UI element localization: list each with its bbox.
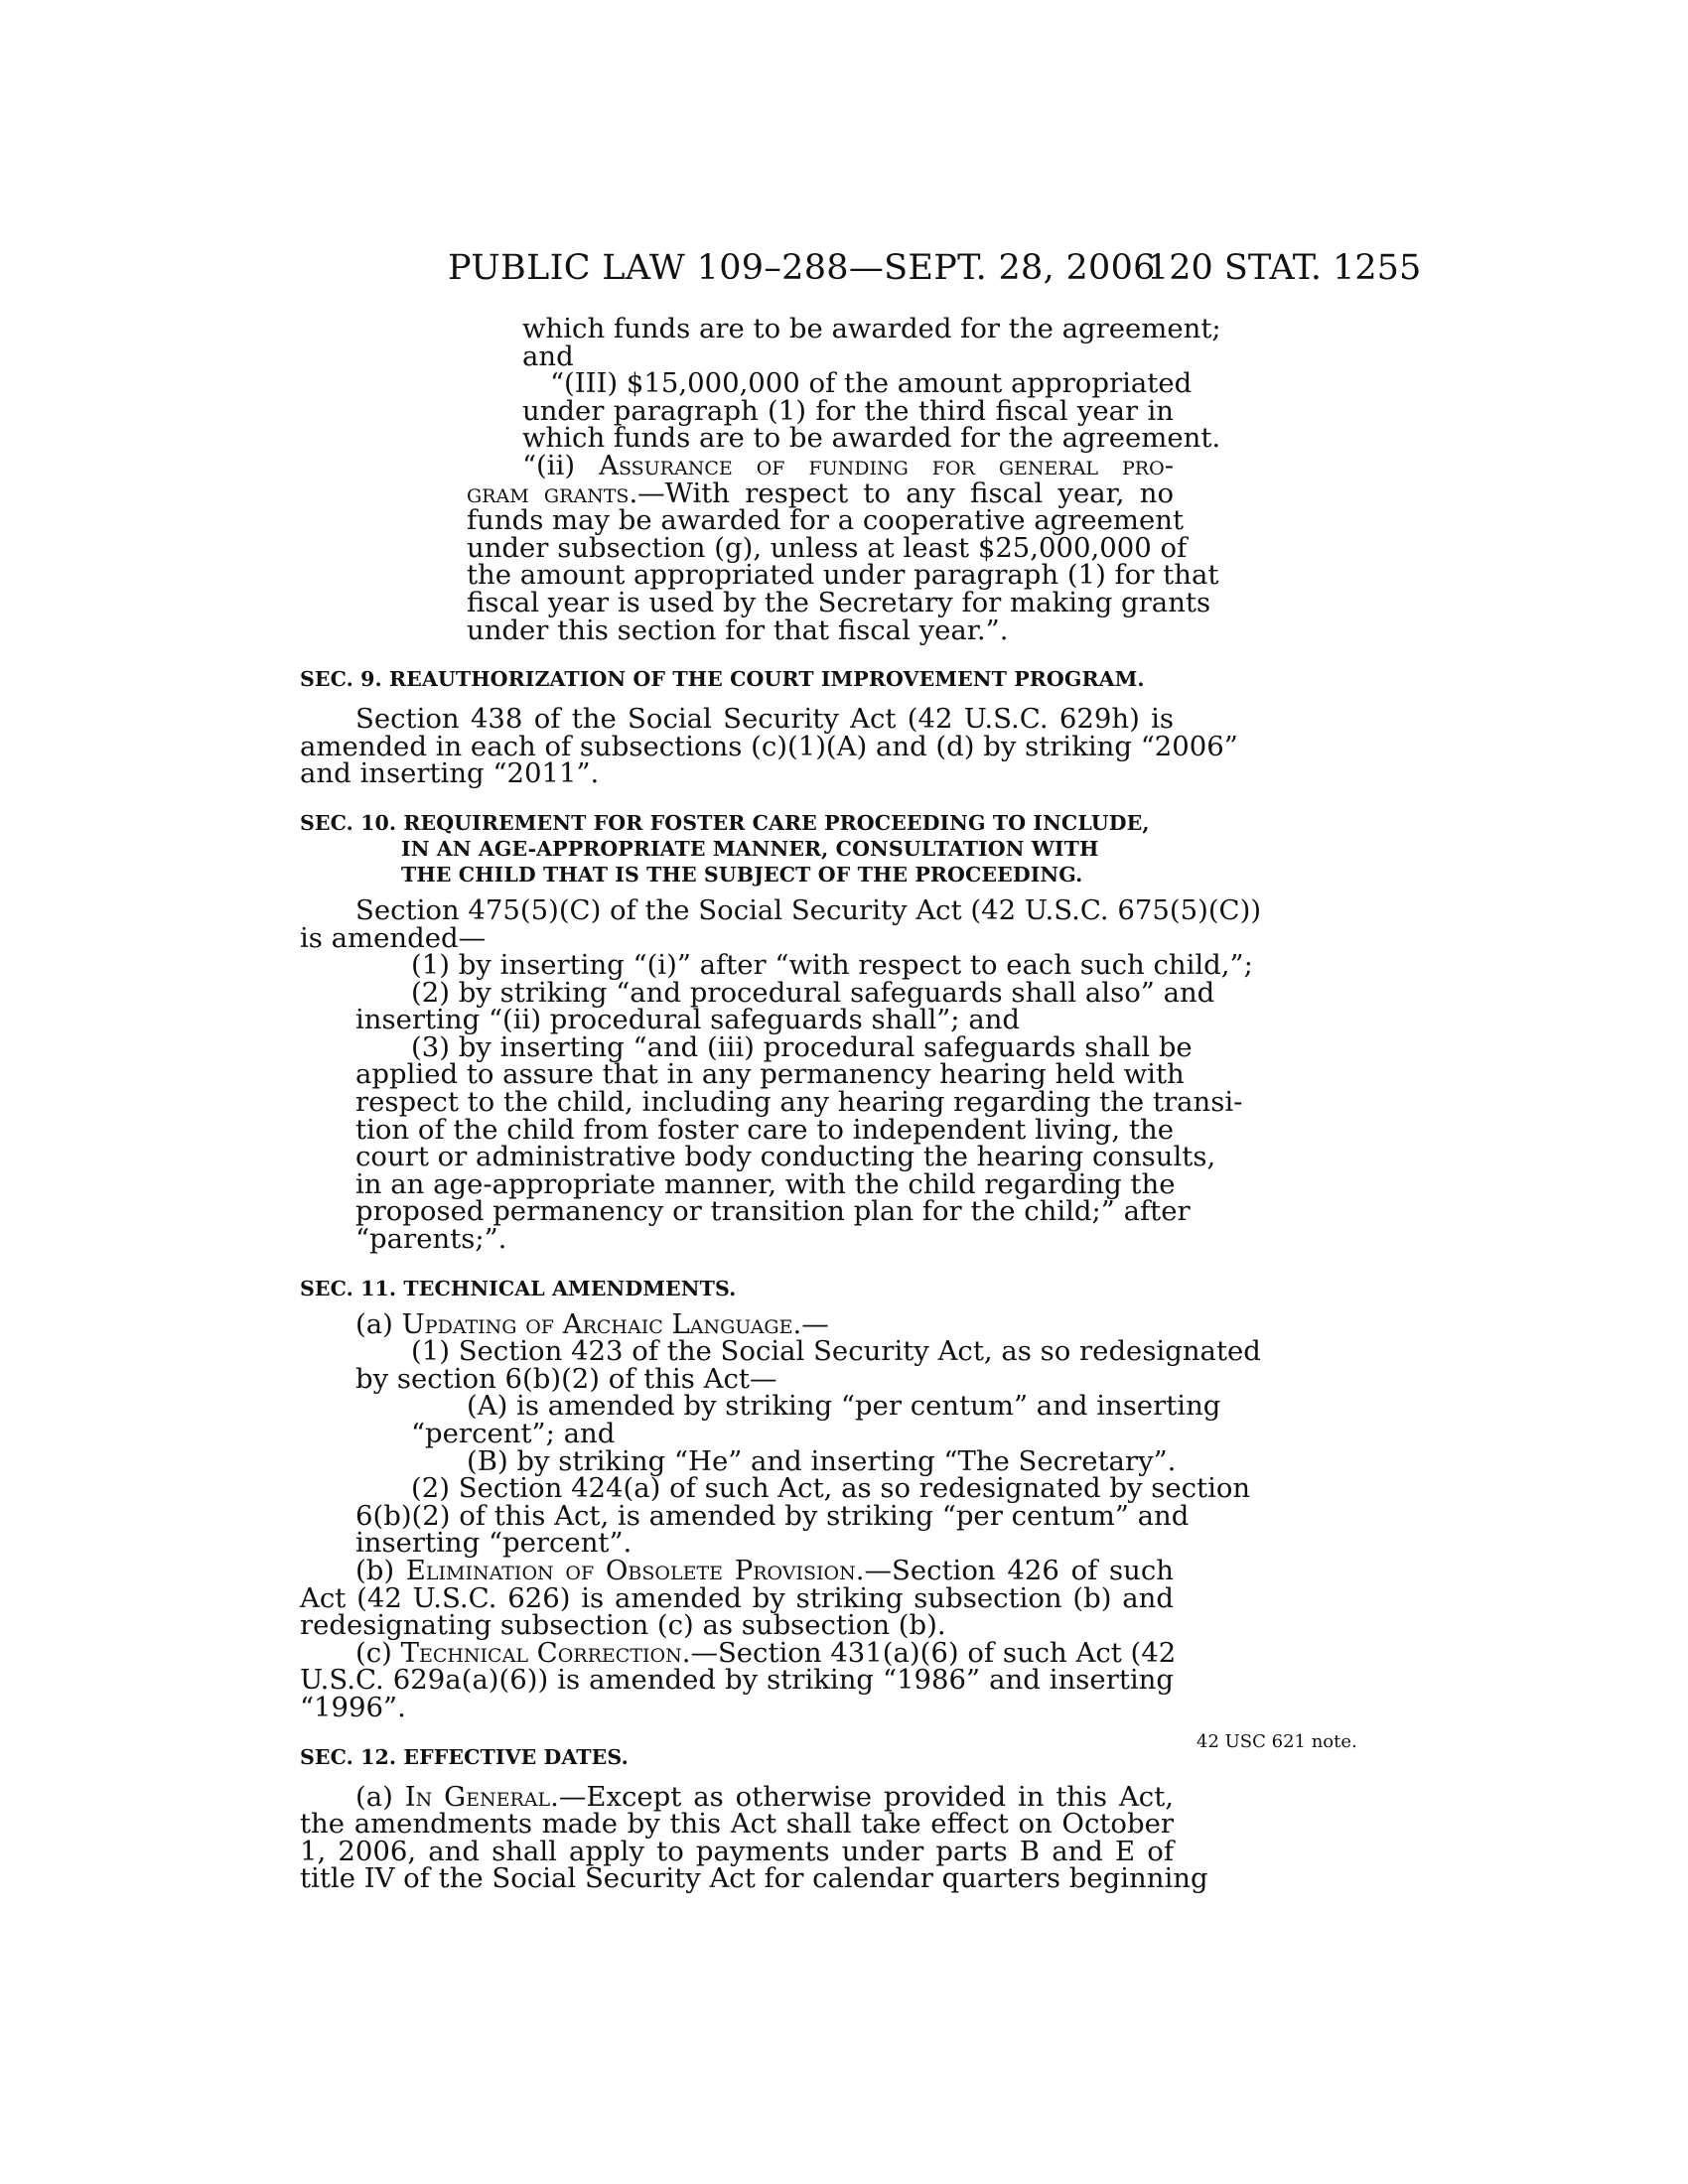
continued-subclause	[522, 313, 1221, 372]
text-line	[467, 449, 1174, 481]
text-line: which funds are to be awarded for the agreement.	[522, 422, 1221, 455]
text-line: (1) by inserting “(i)” after “with respect to each such child,”;	[411, 949, 1253, 982]
text-line: which funds are to be awarded for the agreement;	[522, 313, 1221, 344]
subsection-label: (a)	[355, 1780, 405, 1813]
section-12-heading: SEC. 12. EFFECTIVE DATES.	[300, 1744, 629, 1769]
subsection-text: .—Section 431(a)(6) of such Act (42	[681, 1636, 1177, 1669]
text-line	[300, 1554, 1174, 1586]
text-line: the amendments made by this Act shall take effect on October	[300, 1808, 1174, 1841]
text-line: (2) Section 424(a) of such Act, as so redesignated by section	[411, 1472, 1251, 1505]
section-9-heading: SEC. 9. REAUTHORIZATION OF THE COURT IMPROVEMENT PROGRAM.	[300, 667, 1145, 692]
text-line: redesignating subsection (c) as subsection (b).	[300, 1609, 946, 1642]
subsection-text: .—Section 426 of such	[855, 1554, 1174, 1586]
heading-line: THE CHILD THAT IS THE SUBJECT OF THE PROCEEDING.	[401, 862, 1083, 887]
text-line: the amount appropriated under paragraph (1) for that	[467, 559, 1219, 592]
text-line: Act (42 U.S.C. 626) is amended by striking subsection (b) and	[300, 1581, 1174, 1614]
text-line: 1, 2006, and shall apply to payments under parts B and E of	[300, 1835, 1174, 1867]
text-line: and inserting “2011”.	[300, 757, 600, 790]
text-line	[467, 477, 1175, 509]
text-line: U.S.C. 629a(a)(6)) is amended by striking “1986” and inserting	[300, 1664, 1174, 1697]
subsection-text: .—Except as otherwise provided in this Act,	[550, 1780, 1174, 1813]
clause-heading: Assurance of funding for general pro-	[599, 449, 1174, 481]
clause-heading: gram grants	[467, 477, 630, 509]
subsection-label: (a)	[355, 1307, 402, 1340]
text-line: (1) Section 423 of the Social Security Act, as so redesignated	[411, 1335, 1261, 1368]
text-line: “1996”.	[300, 1691, 406, 1723]
subsection-dash: .—	[792, 1307, 829, 1340]
text-line: “(III) $15,000,000 of the amount appropriated	[550, 367, 1193, 400]
text-line: is amended—	[300, 921, 487, 954]
text-line: inserting “percent”.	[355, 1527, 633, 1560]
text-line: in an age-appropriate manner, with the child regarding the	[355, 1167, 1176, 1200]
section-10-heading	[300, 810, 1174, 887]
clause-text: .—With respect to any fiscal year, no	[629, 477, 1175, 509]
text-line: (B) by striking “He” and inserting “The Secretary”.	[467, 1444, 1177, 1477]
section-9-body	[300, 703, 1238, 790]
text-line: and	[522, 340, 574, 372]
subsection-heading: In General	[404, 1780, 551, 1813]
text-line: fiscal year is used by the Secretary for making grants	[467, 586, 1211, 618]
section-11-heading: SEC. 11. TECHNICAL AMENDMENTS.	[300, 1276, 737, 1300]
subsection-heading: Elimination of Obsolete Provision	[405, 1554, 856, 1586]
text-line: inserting “(ii) procedural safeguards shall”; and	[355, 1004, 1021, 1036]
running-head-page: 120 STAT. 1255	[1147, 248, 1422, 288]
text-line: funds may be awarded for a cooperative agreement	[467, 504, 1185, 537]
text-line: by section 6(b)(2) of this Act—	[355, 1362, 777, 1395]
text-line: Section 475(5)(C) of the Social Security Act (42 U.S.C. 675(5)(C))	[355, 893, 1262, 926]
subsection-label: (b)	[355, 1554, 406, 1586]
text-line: applied to assure that in any permanency hearing held with	[355, 1058, 1185, 1091]
text-line: (A) is amended by striking “per centum” and inserting	[467, 1390, 1221, 1423]
heading-line: SEC. 10. REQUIREMENT FOR FOSTER CARE PROCEEDING TO INCLUDE,	[300, 810, 1150, 835]
text-line: “parents;”.	[355, 1223, 507, 1256]
text-line	[300, 1636, 1177, 1669]
clause-number: “(ii)	[522, 449, 600, 481]
subsection-heading: Technical Correction	[400, 1636, 682, 1669]
margin-note: 42 USC 621 note.	[1196, 1731, 1357, 1752]
text-line	[300, 1780, 1174, 1813]
text-line: title IV of the Social Security Act for calendar quarters beginning	[300, 1862, 1208, 1895]
heading-line: IN AN AGE-APPROPRIATE MANNER, CONSULTATION WITH	[401, 836, 1099, 861]
subsection-heading: Updating of Archaic Language	[401, 1307, 793, 1340]
text-line: amended in each of subsections (c)(1)(A) and (d) by striking “2006”	[300, 730, 1238, 762]
clause-ii	[467, 449, 1219, 646]
subsection-label: (c)	[355, 1636, 401, 1669]
running-head-title: PUBLIC LAW 109–288—SEPT. 28, 2006	[448, 248, 1156, 288]
text-line: (2) by striking “and procedural safeguards shall also” and	[411, 976, 1215, 1009]
section-11-body	[300, 1307, 1261, 1723]
subclause-iii	[522, 367, 1221, 455]
text-line: tion of the child from foster care to independent living, the	[355, 1113, 1174, 1146]
section-12-body	[300, 1780, 1208, 1895]
text-line	[300, 1307, 1174, 1340]
text-line: under subsection (g), unless at least $25,000,000 of	[467, 531, 1188, 564]
text-line: under paragraph (1) for the third fiscal year in	[522, 394, 1174, 427]
section-10-body	[300, 893, 1262, 1256]
page-body	[300, 313, 1262, 1895]
text-line: court or administrative body conducting the hearing consults,	[355, 1141, 1216, 1173]
text-line: (3) by inserting “and (iii) procedural safeguards shall be	[411, 1030, 1193, 1063]
text-line: proposed permanency or transition plan for the child;” after	[355, 1195, 1191, 1228]
text-line: under this section for that fiscal year.”.	[467, 614, 1009, 646]
text-line: “percent”; and	[411, 1418, 616, 1449]
text-line: Section 438 of the Social Security Act (42 U.S.C. 629h) is	[355, 703, 1174, 736]
text-line: respect to the child, including any hearing regarding the transi-	[355, 1086, 1243, 1119]
text-line: 6(b)(2) of this Act, is amended by striking “per centum” and	[355, 1499, 1190, 1532]
